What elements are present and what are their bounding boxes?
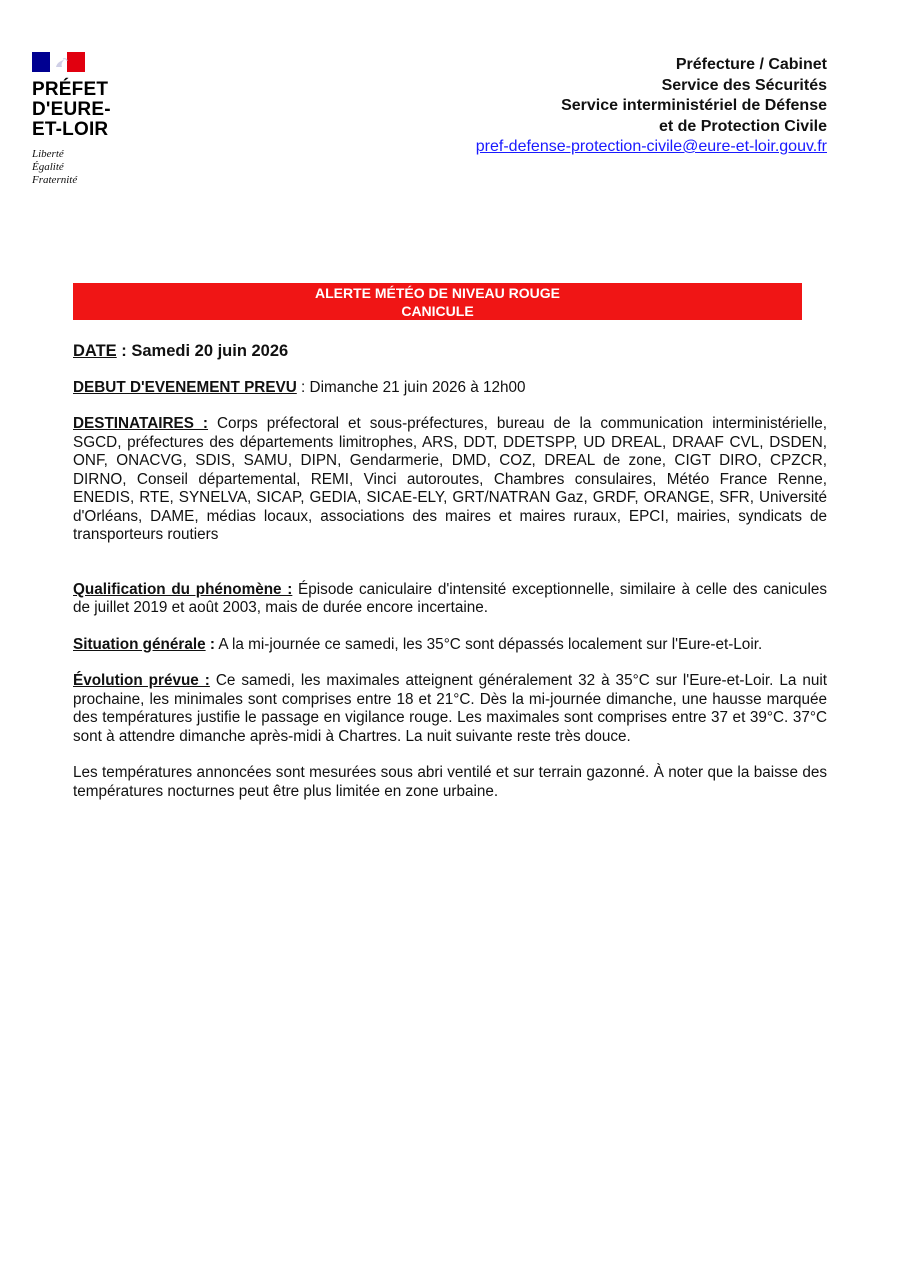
date-separator: : (116, 342, 132, 360)
recipients-paragraph (73, 415, 827, 545)
situation-paragraph (73, 636, 827, 655)
sender-line: Préfecture / Cabinet (675, 56, 827, 73)
sender-line: Service interministériel de Défense (561, 97, 827, 114)
situation-separator: : (205, 635, 215, 653)
alert-title: ALERTE MÉTÉO DE NIVEAU ROUGE (314, 284, 561, 301)
motto-line: Liberté (32, 148, 64, 160)
prefecture-logo (32, 52, 152, 187)
date-paragraph (73, 342, 827, 361)
french-flag-icon (32, 52, 85, 72)
sender-block (476, 55, 827, 158)
alert-banner (73, 283, 802, 320)
situation-label: Situation générale (73, 635, 206, 653)
contact-email-link[interactable]: pref-defense-protection-civile@eure-et-loir.gouv.fr (475, 138, 827, 155)
alert-subtitle: CANICULE (401, 302, 474, 319)
evolution-value: Ce samedi, les maximales atteignent généralement 32 à 35°C sur l'Eure-et-Loir. La nuit prochaine, les minimales sont comprises entre 18 et 21°C. Dès la mi-journée dimanche, une hausse marquée des températures justifie le passage en vigilance rouge. Les maximales sont comprises entre 37 et 39°C. 37°C sont à attendre dimanche après-midi à Chartres. La nuit suivante reste très douce. (73, 672, 827, 745)
motto-line: Fraternité (32, 174, 78, 186)
date-value: Samedi 20 juin 2026 (131, 342, 289, 360)
event-start-label: DEBUT D'EVENEMENT PREVU (73, 378, 297, 396)
bulletin-body (73, 342, 827, 801)
evolution-label: Évolution prévue : (73, 672, 210, 689)
qualification-value: Épisode caniculaire d'intensité exceptionnelle, similaire à celle des canicules de juillet 2019 et août 2003, mais de durée encore incertaine. (73, 580, 827, 616)
prefet-line: D'EURE- (32, 99, 111, 120)
measurement-note: Les températures annoncées sont mesurées sous abri ventilé et sur terrain gazonné. À noter que la baisse des températures nocturnes peut être plus limitée en zone urbaine. (73, 764, 827, 800)
date-label: DATE (73, 342, 117, 360)
prefet-line: ET-LOIR (32, 119, 109, 140)
prefet-title (32, 80, 152, 140)
event-start-separator: : (296, 378, 310, 396)
evolution-paragraph (73, 672, 827, 746)
motto-line: Égalité (32, 161, 64, 173)
qualification-label: Qualification du phénomène : (73, 580, 293, 598)
sender-line: Service des Sécurités (661, 76, 827, 94)
qualification-paragraph (73, 581, 827, 618)
event-start-paragraph (73, 379, 827, 398)
republic-motto (32, 148, 152, 187)
event-start-value: Dimanche 21 juin 2026 à 12h00 (309, 378, 526, 396)
situation-value: A la mi-journée ce samedi, les 35°C sont dépassés localement sur l'Eure-et-Loir. (214, 635, 763, 653)
recipients-value: Corps préfectoral et sous-préfectures, bureau de la communication interministérielle, SGCD, préfectures des départements limitrophes, ARS, DDT, DDETSPP, UD DREAL, DRAAF CVL, DSDEN, ONF, ONACVG, SDIS, SAMU, DIPN, Gendarmerie, DMD, COZ, DREAL de zone, CIGT DIRO, CPZCR, DIRNO, Conseil départemental, REMI, Vinci autoroutes, Chambres consulaires, Météo France Renne, ENEDIS, RTE, SYNELVA, SICAP, GEDIA, SICAE-ELY, GRT/NATRAN Gaz, GRDF, ORANGE, SFR, Université d'Orléans, DAME, médias locaux, associations des maires et maires ruraux, EPCI, mairies, syndicats de transporteurs routiers (73, 415, 827, 543)
prefet-line: PRÉFET (32, 79, 109, 100)
sender-line: et de Protection Civile (658, 117, 827, 135)
marianne-icon (54, 55, 68, 69)
recipients-label: DESTINATAIRES : (73, 415, 209, 432)
